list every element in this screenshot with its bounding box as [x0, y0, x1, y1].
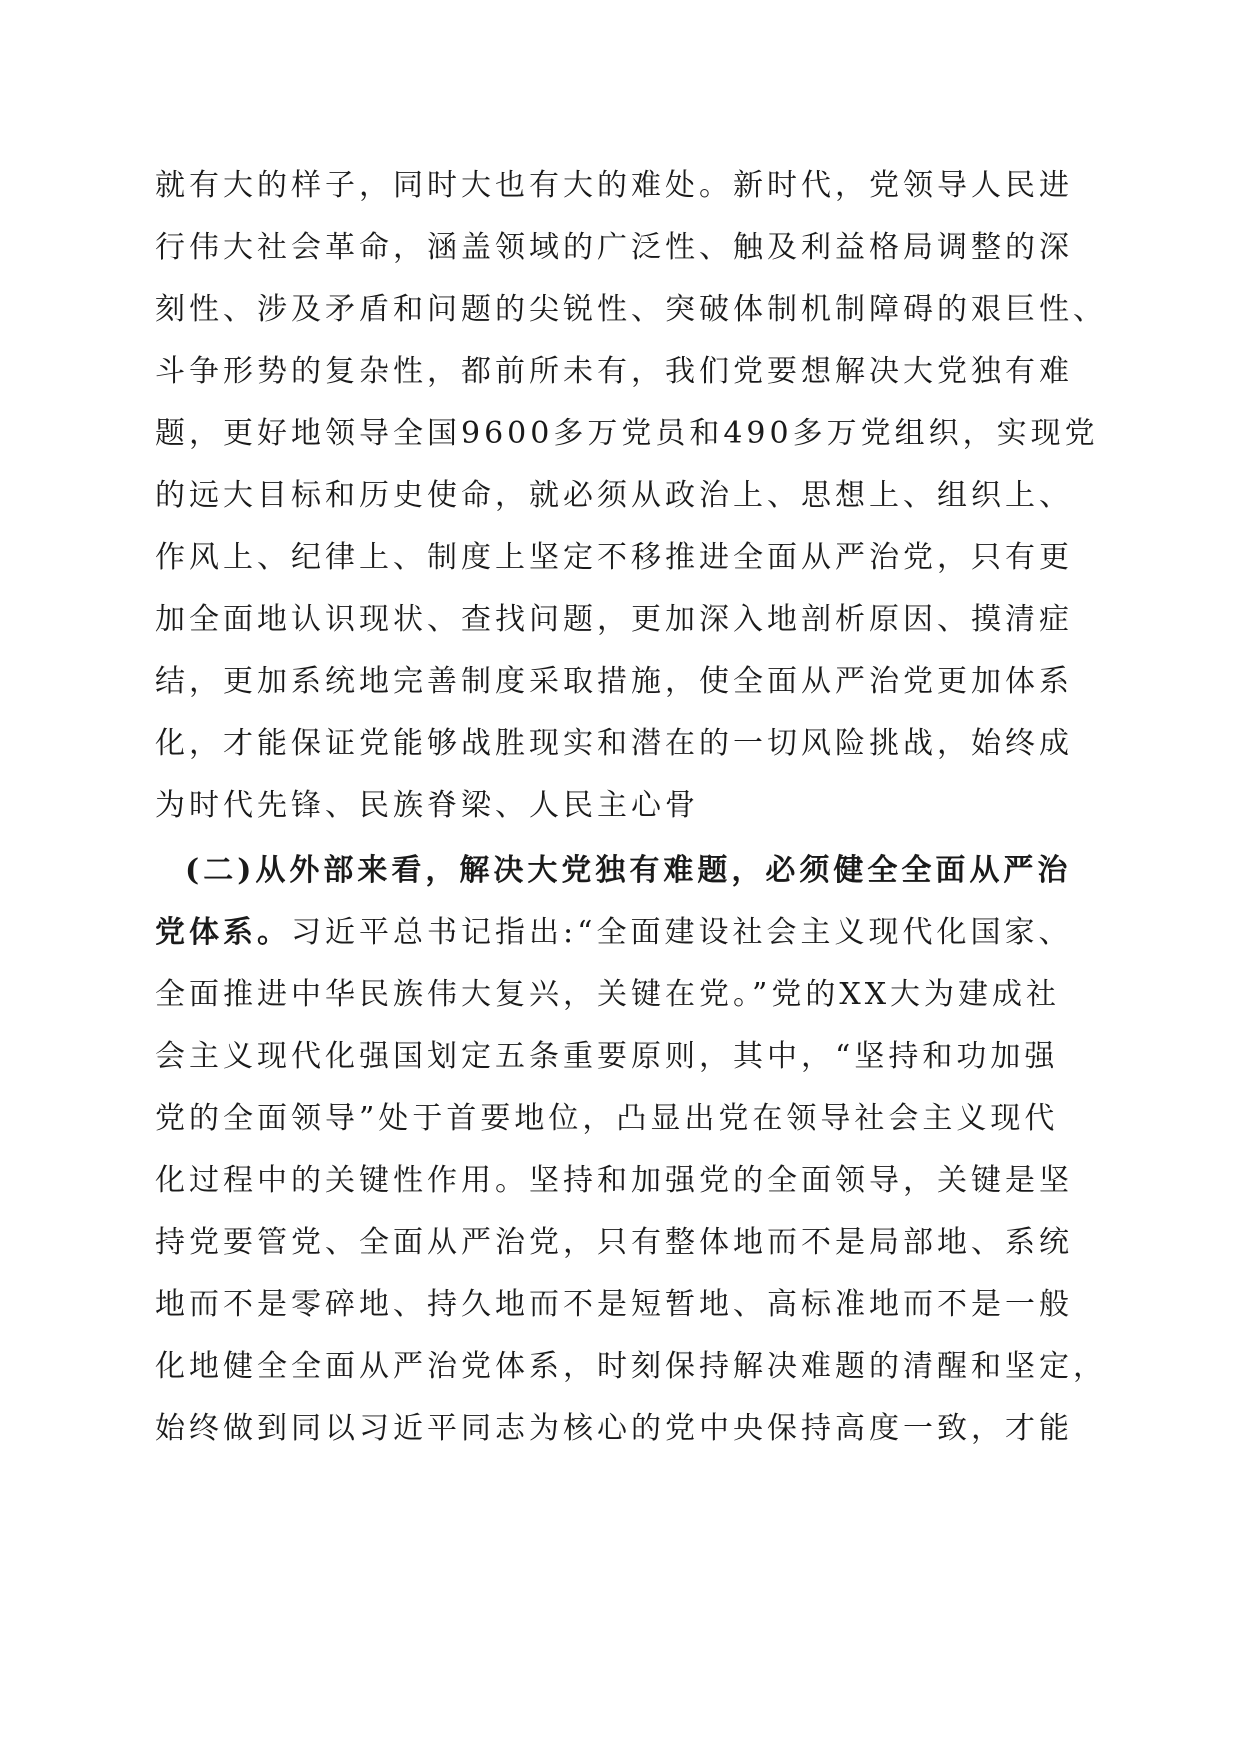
paragraph-line: 化过程中的关键性作用。坚持和加强党的全面领导，关键是坚 [155, 1163, 1073, 1198]
paragraph-line: 党的全面领导”处于首要地位，凸显出党在领导社会主义现代 [155, 1101, 1059, 1136]
paragraph-line: 化，才能保证党能够战胜现实和潜在的一切风险挑战，始终成 [155, 726, 1073, 761]
section-text: 习近平总书记指出:“全面建设社会主义现代化国家、 [291, 915, 1073, 950]
paragraph-line: 始终做到同以习近平同志为核心的党中央保持高度一致，才能 [155, 1411, 1073, 1446]
section-heading: (二)从外部来看，解决大党独有难题，必须健全全面从严治 [185, 853, 1072, 888]
paragraph-line: 持党要管党、全面从严治党，只有整体地而不是局部地、系统 [155, 1225, 1073, 1260]
paragraph-line: 化地健全全面从严治党体系，时刻保持解决难题的清醒和坚定， [155, 1349, 1107, 1384]
paragraph-line: 为时代先锋、民族脊梁、人民主心骨 [155, 788, 699, 823]
paragraph-line: 就有大的样子，同时大也有大的难处。新时代，党领导人民进 [155, 168, 1073, 203]
paragraph-line: 全面推进中华民族伟大复兴，关键在党。”党的XX大为建成社 [155, 977, 1061, 1012]
paragraph-line: 的远大目标和历史使命，就必须从政治上、思想上、组织上、 [155, 478, 1073, 513]
paragraph-line: 刻性、涉及矛盾和问题的尖锐性、突破体制机制障碍的艰巨性、 [155, 292, 1107, 327]
paragraph-line: 行伟大社会革命，涵盖领域的广泛性、触及利益格局调整的深 [155, 230, 1073, 265]
paragraph-line: 作风上、纪律上、制度上坚定不移推进全面从严治党，只有更 [155, 540, 1073, 575]
paragraph-line: 地而不是零碎地、持久地而不是短暂地、高标准地而不是一般 [155, 1287, 1073, 1322]
paragraph-line: 题，更好地领导全国9600多万党员和490多万党组织，实现党 [155, 416, 1099, 451]
paragraph-line: 斗争形势的复杂性，都前所未有，我们党要想解决大党独有难 [155, 354, 1073, 389]
paragraph-line: 会主义现代化强国划定五条重要原则，其中，“坚持和功加强 [155, 1039, 1059, 1074]
paragraph-line: 结，更加系统地完善制度采取措施，使全面从严治党更加体系 [155, 664, 1073, 699]
section-heading-continuation [155, 902, 1095, 964]
paragraph-line: 加全面地认识现状、查找问题，更加深入地剖析原因、摸清症 [155, 602, 1073, 637]
section-heading-end: 党体系。 [155, 915, 291, 950]
